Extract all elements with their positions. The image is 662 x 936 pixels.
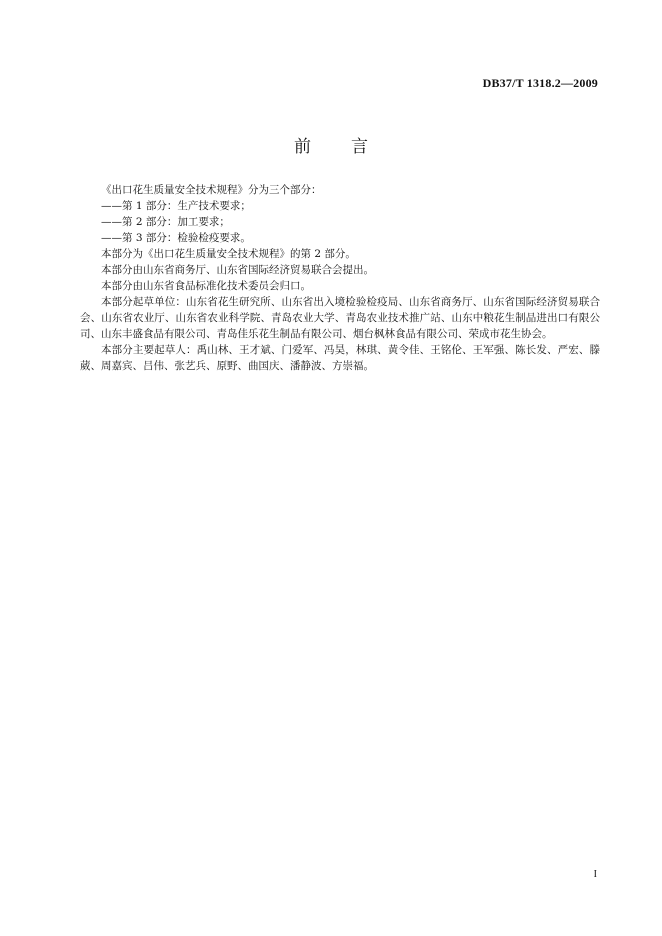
paragraph-part-1: ——第 1 部分：生产技术要求；: [101, 200, 251, 212]
body-text: [80, 182, 600, 374]
paragraph-intro: 《出口花生质量安全技术规程》分为三个部分：: [101, 184, 322, 196]
page-number: I: [593, 869, 597, 880]
paragraph-part-2: ——第 2 部分：加工要求；: [101, 216, 230, 228]
paragraph-proposed-by: 本部分由山东省商务厅、山东省国际经济贸易联合会提出。: [101, 264, 374, 276]
paragraph-drafting-units: 本部分起草单位：山东省花生研究所、山东省出入境检验检疫局、山东省商务厅、山东省国际经济贸易联合会、山东省农业厅、山东省农业科学院、青岛农业大学、青岛农业技术推广站、山东中粮花生制品进出口有限公司、山东丰盛食品有限公司、青岛佳乐花生制品有限公司、烟台枫林食品有限公司、荣成市花生协会。: [80, 296, 600, 340]
paragraph-this-part: 本部分为《出口花生质量安全技术规程》的第 2 部分。: [101, 248, 356, 260]
page-title: 前言: [294, 137, 408, 157]
paragraph-drafters: 本部分主要起草人：禹山林、王才斌、门爱军、冯昊，林琪、黄令佳、王铭伦、王军强、陈长发、严宏、滕葳、周嘉宾、吕伟、张艺兵、原野、曲国庆、潘静波、方崇福。: [80, 344, 600, 372]
paragraph-part-3: ——第 3 部分：检验检疫要求。: [101, 232, 251, 244]
document-code: DB37/T 1318.2—2009: [482, 76, 598, 90]
paragraph-centralized-by: 本部分由山东省食品标准化技术委员会归口。: [101, 280, 311, 292]
